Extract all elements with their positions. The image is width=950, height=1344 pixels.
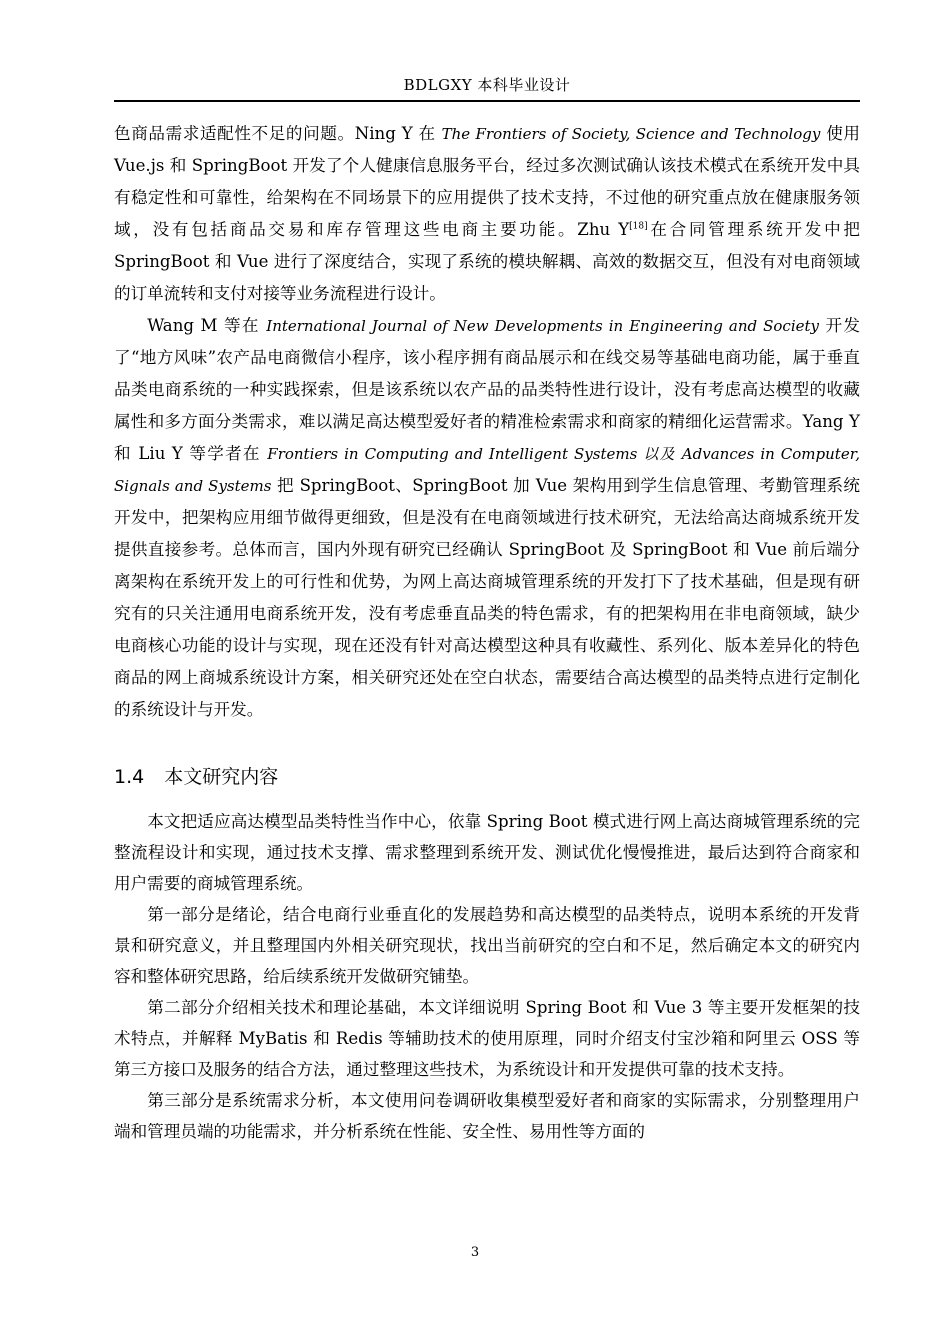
journal-title-2: International Journal of New Developments in Engineering and Society <box>266 317 820 335</box>
citation-18: [18] <box>629 221 648 232</box>
paragraph-1-text-2: 使用 Vue.js 和 SpringBoot 开发了个人健康信息服务平台，经过多次测试确认该技术模式在系统开发中具有稳定性和可靠性，给架构在不同场景下的应用提供了技术支持，不过他的研究重点放在健康服务领域，没有包括商品交易和库存管理这些电商主要功能。Zhu Y <box>114 124 860 239</box>
journal-title-3: Frontiers in Computing and Intelligent Systems 以及 Advances in Computer, Signals and Systems <box>114 445 860 495</box>
section-number: 1.4 <box>114 766 145 788</box>
header-rule <box>114 100 860 102</box>
paragraph-2-text-3: 把 SpringBoot、SpringBoot 加 Vue 架构用到学生信息管理、考勤管理系统开发中，把架构应用细节做得更细致，但是没有在电商领域进行技术研究，无法给高达商城系统开发提供直接参考。总体而言，国内外现有研究已经确认 SpringBoot 及 SpringBoot 和 Vue 前后端分离架构在系统开发上的可行性和优势，为网上高达商城管理系统的开发打下了技术基础，但是现有研究有的只关注通用电商系统开发，没有考虑垂直品类的特色需求，有的把架构用在非电商领域，缺少电商核心功能的设计与实现，现在还没有针对高达模型这种具有收藏性、系列化、版本差异化的特色商品的网上商城系统设计方案，相关研究还处在空白状态，需要结合高达模型的品类特点进行定制化的系统设计与开发。 <box>114 476 860 719</box>
paragraph-1-text-3: 在合同管理系统开发中把 SpringBoot 和 Vue 进行了深度结合，实现了系统的模块解耦、高效的数据交互，但没有对电商领域的订单流转和支付对接等业务流程进行设计。 <box>114 220 860 303</box>
paragraph-2-text-1: Wang M 等在 <box>147 316 267 335</box>
paragraph-3: 本文把适应高达模型品类特性当作中心，依靠 Spring Boot 模式进行网上高达商城管理系统的完整流程设计和实现，通过技术支撑、需求整理到系统开发、测试优化慢慢推进，最后达到符合商家和用户需要的商城管理系统。 <box>114 812 860 893</box>
paragraph-5: 第二部分介绍相关技术和理论基础，本文详细说明 Spring Boot 和 Vue 3 等主要开发框架的技术特点，并解释 MyBatis 和 Redis 等辅助技术的使用原理，同时介绍支付宝沙箱和阿里云 OSS 等第三方接口及服务的结合方法，通过整理这些技术，为系统设计和开发提供可靠的技术支持。 <box>114 998 860 1079</box>
paragraph-1-text-1: 色商品需求适配性不足的问题。Ning Y 在 <box>114 124 442 143</box>
journal-title-1: The Frontiers of Society, Science and Technology <box>441 125 821 143</box>
paragraph-2-text-2: 开发了“地方风味”农产品电商微信小程序，该小程序拥有商品展示和在线交易等基础电商功能，属于垂直品类电商系统的一种实践探索，但是该系统以农产品的品类特性进行设计，没有考虑高达模型的收藏属性和多方面分类需求，难以满足高达模型爱好者的精准检索需求和商家的精细化运营需求。Yang Y 和 Liu Y 等学者在 <box>114 316 860 463</box>
paragraph-2 <box>114 310 860 726</box>
section-title: 本文研究内容 <box>164 766 279 788</box>
paragraph-4: 第一部分是绪论，结合电商行业垂直化的发展趋势和高达模型的品类特点，说明本系统的开发背景和研究意义，并且整理国内外相关研究现状，找出当前研究的空白和不足，然后确定本文的研究内容和整体研究思路，给后续系统开发做研究铺垫。 <box>114 905 860 986</box>
paragraph-6: 第三部分是系统需求分析，本文使用问卷调研收集模型爱好者和商家的实际需求，分别整理用户端和管理员端的功能需求，并分析系统在性能、安全性、易用性等方面的 <box>114 1091 860 1141</box>
page-body <box>114 118 860 1147</box>
page-number: 3 <box>470 1245 480 1260</box>
paragraph-1 <box>114 118 860 310</box>
section-heading <box>114 762 860 792</box>
page-header: BDLGXY 本科毕业设计 <box>403 76 571 94</box>
